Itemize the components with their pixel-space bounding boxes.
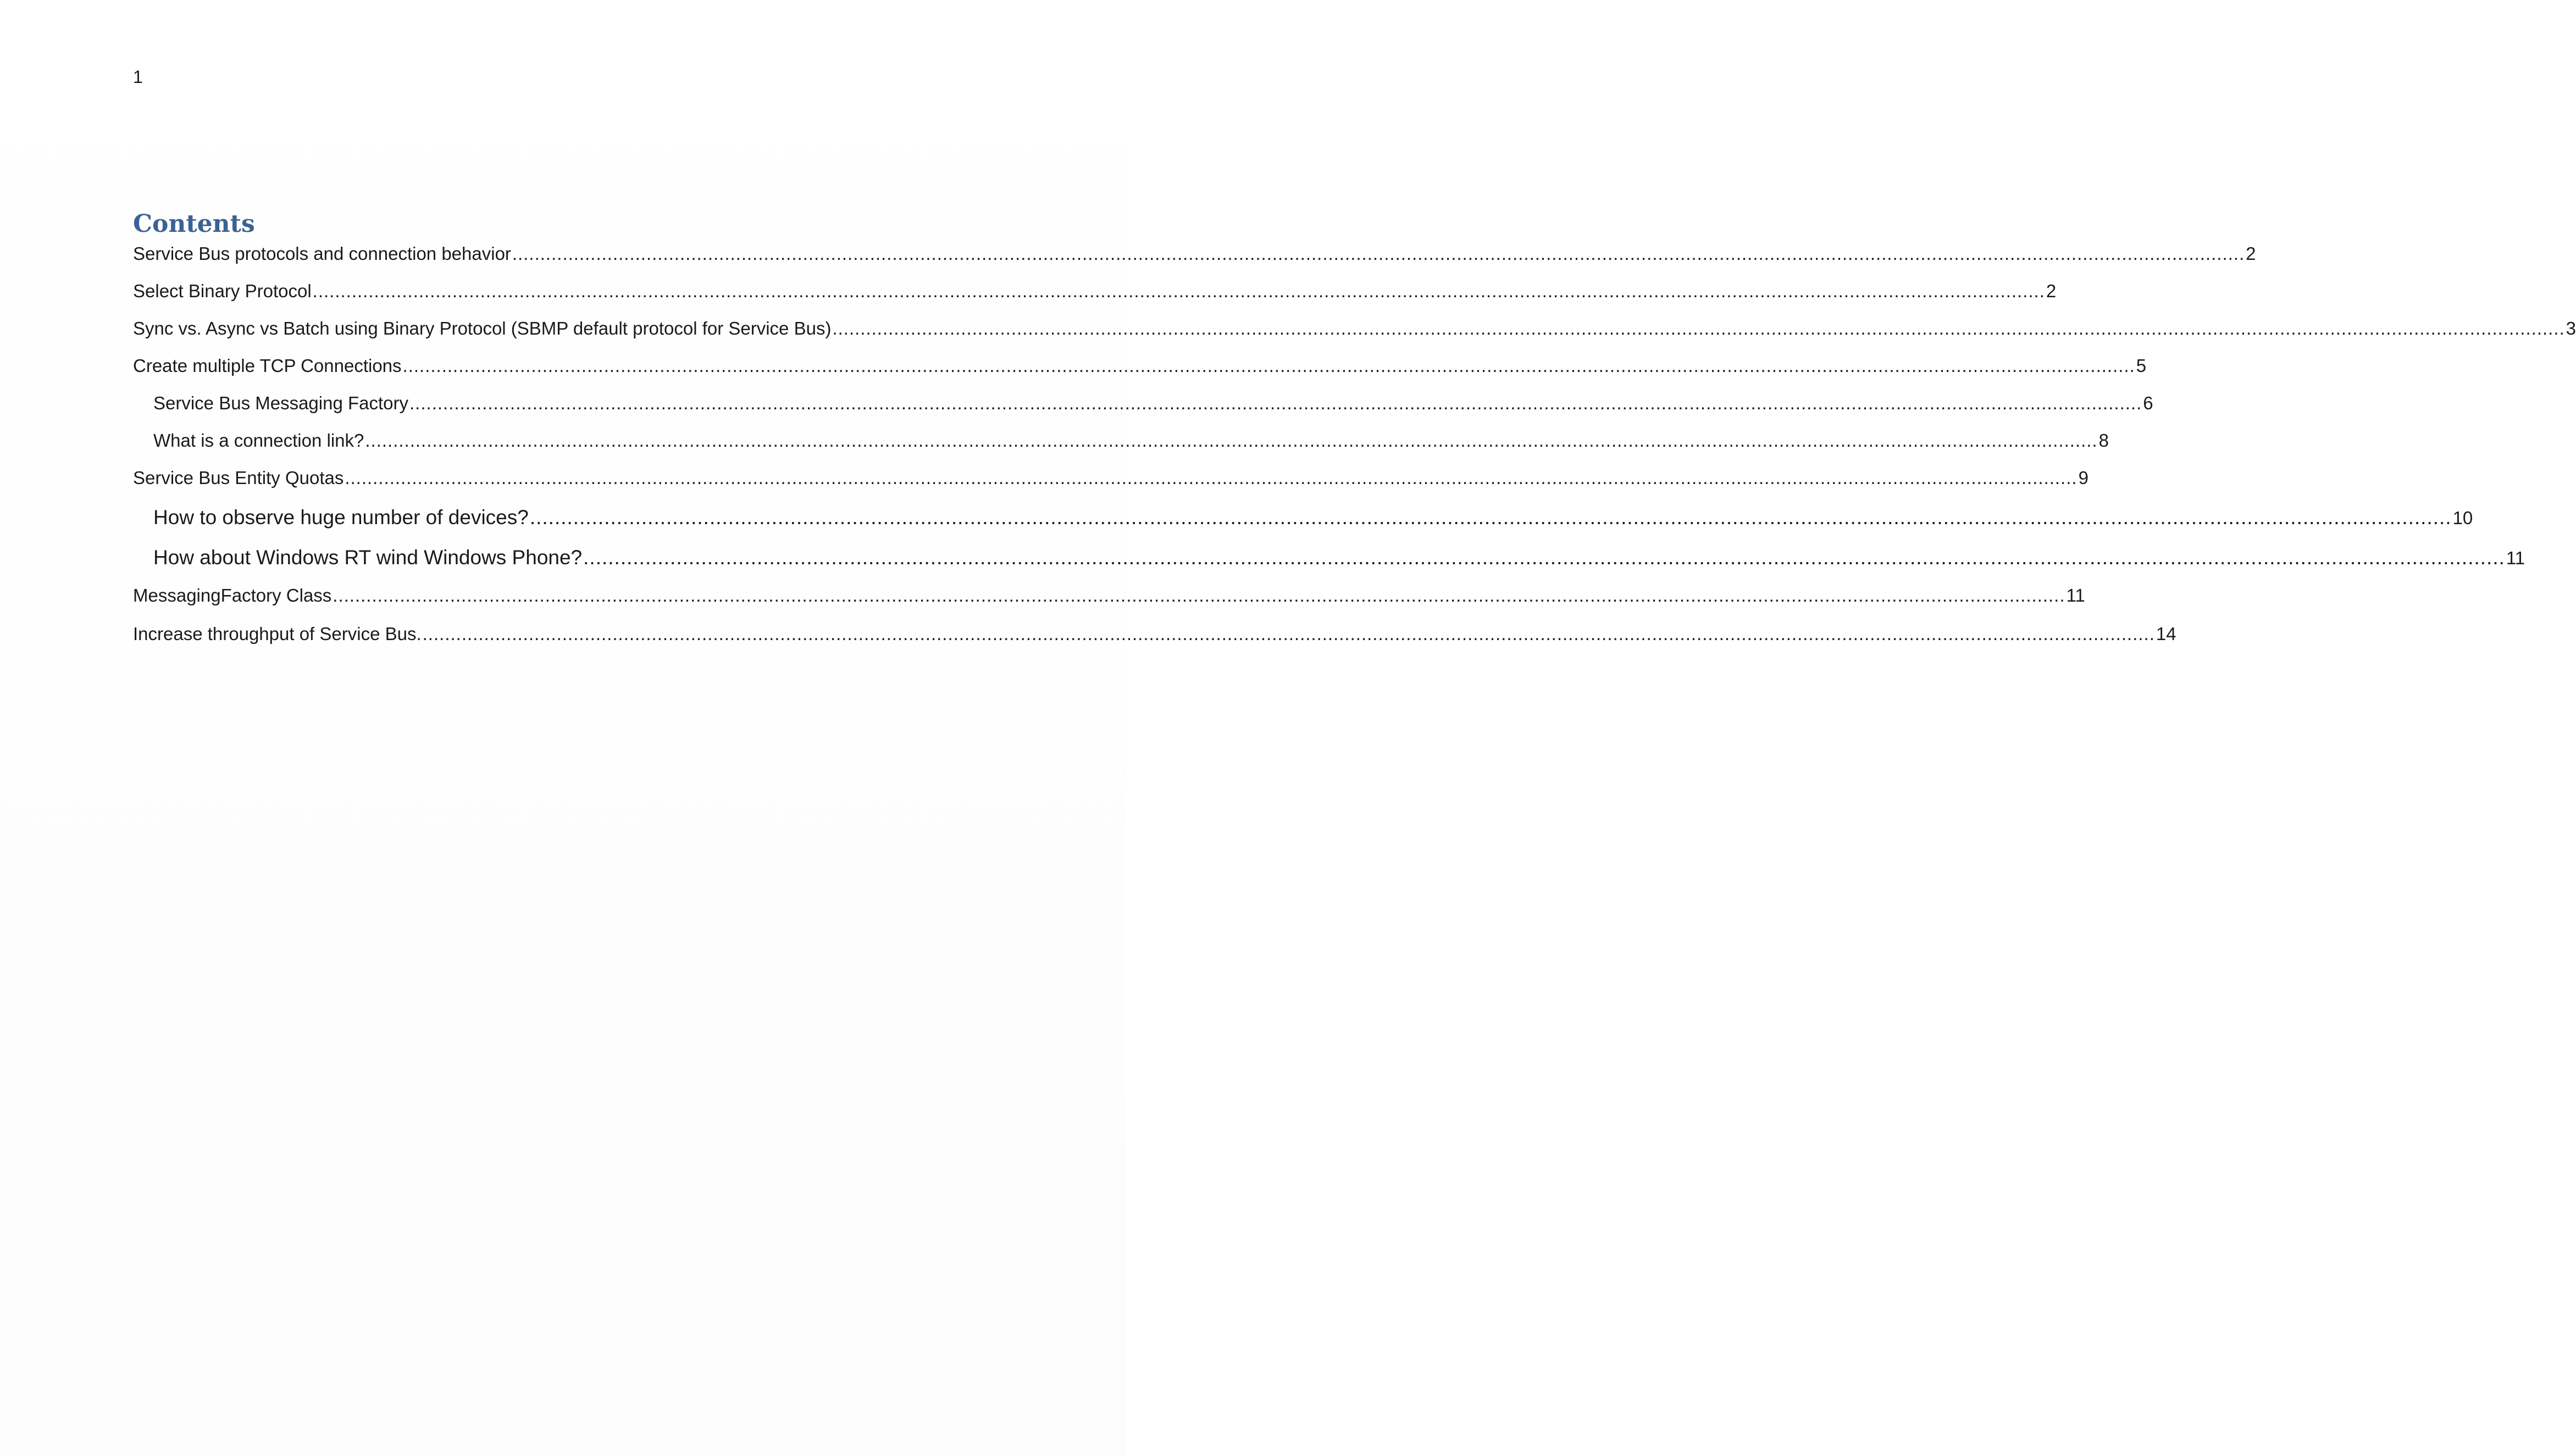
toc-entry-text: Service Bus Entity Quotas bbox=[133, 468, 344, 488]
toc-entry-select-binary-protocol[interactable] bbox=[133, 279, 2057, 303]
table-of-contents bbox=[133, 209, 2576, 644]
toc-dot-leader bbox=[333, 583, 2065, 608]
toc-entry-text: Increase throughput of Service Bus. bbox=[133, 624, 422, 644]
toc-entry-page: 2 bbox=[2246, 243, 2256, 264]
toc-entry-entity-quotas[interactable] bbox=[133, 466, 2089, 490]
toc-entry-increase-throughput[interactable] bbox=[133, 622, 2176, 646]
toc-entry-page: 8 bbox=[2098, 430, 2109, 451]
toc-entry-text: What is a connection link? bbox=[153, 430, 364, 451]
toc-entry-windows-rt[interactable] bbox=[153, 546, 2525, 570]
toc-entry-text: How to observe huge number of devices? bbox=[153, 506, 529, 529]
toc-entry-page: 11 bbox=[2066, 585, 2085, 605]
toc-entry-page: 6 bbox=[2143, 393, 2153, 413]
toc-entry-service-bus-protocols[interactable] bbox=[133, 242, 2256, 266]
toc-entry-connection-link[interactable] bbox=[153, 429, 2109, 453]
toc-dot-leader bbox=[409, 391, 2142, 415]
toc-entry-text: Create multiple TCP Connections bbox=[133, 355, 402, 376]
toc-dot-leader bbox=[583, 546, 2505, 570]
toc-dot-leader bbox=[403, 354, 2135, 378]
toc-entry-text: How about Windows RT wind Windows Phone? bbox=[153, 546, 583, 569]
toc-dot-leader bbox=[530, 505, 2452, 530]
page-number: 1 bbox=[133, 67, 143, 87]
toc-dot-leader bbox=[365, 429, 2097, 453]
toc-entry-page: 9 bbox=[2078, 468, 2089, 488]
toc-entry-text: Sync vs. Async vs Batch using Binary Protocol (SBMP default protocol for Service Bus) bbox=[133, 318, 832, 338]
toc-entry-messagingfactory-class[interactable] bbox=[133, 583, 2085, 608]
toc-entry-sync-async-batch[interactable] bbox=[133, 316, 2576, 341]
toc-entry-text: Select Binary Protocol bbox=[133, 281, 312, 301]
toc-entry-page: 2 bbox=[2046, 281, 2057, 301]
toc-entry-page: 14 bbox=[2156, 624, 2176, 644]
toc-entry-messaging-factory[interactable] bbox=[153, 391, 2153, 415]
toc-dot-leader bbox=[423, 622, 2155, 646]
toc-entry-multiple-tcp-connections[interactable] bbox=[133, 354, 2147, 378]
toc-entry-page: 3 bbox=[2566, 318, 2576, 338]
toc-dot-leader bbox=[832, 316, 2564, 341]
toc-entry-observe-devices[interactable] bbox=[153, 505, 2473, 530]
toc-dot-leader bbox=[512, 242, 2245, 266]
toc-dot-leader bbox=[313, 279, 2045, 303]
toc-entry-page: 10 bbox=[2452, 508, 2473, 528]
toc-entry-text: Service Bus Messaging Factory bbox=[153, 393, 409, 413]
toc-entry-page: 5 bbox=[2136, 355, 2147, 376]
toc-entry-text: MessagingFactory Class bbox=[133, 585, 332, 605]
toc-entry-text: Service Bus protocols and connection behavior bbox=[133, 243, 511, 264]
toc-entry-page: 11 bbox=[2506, 548, 2525, 568]
toc-title: Contents bbox=[133, 210, 255, 238]
toc-dot-leader bbox=[345, 466, 2077, 490]
